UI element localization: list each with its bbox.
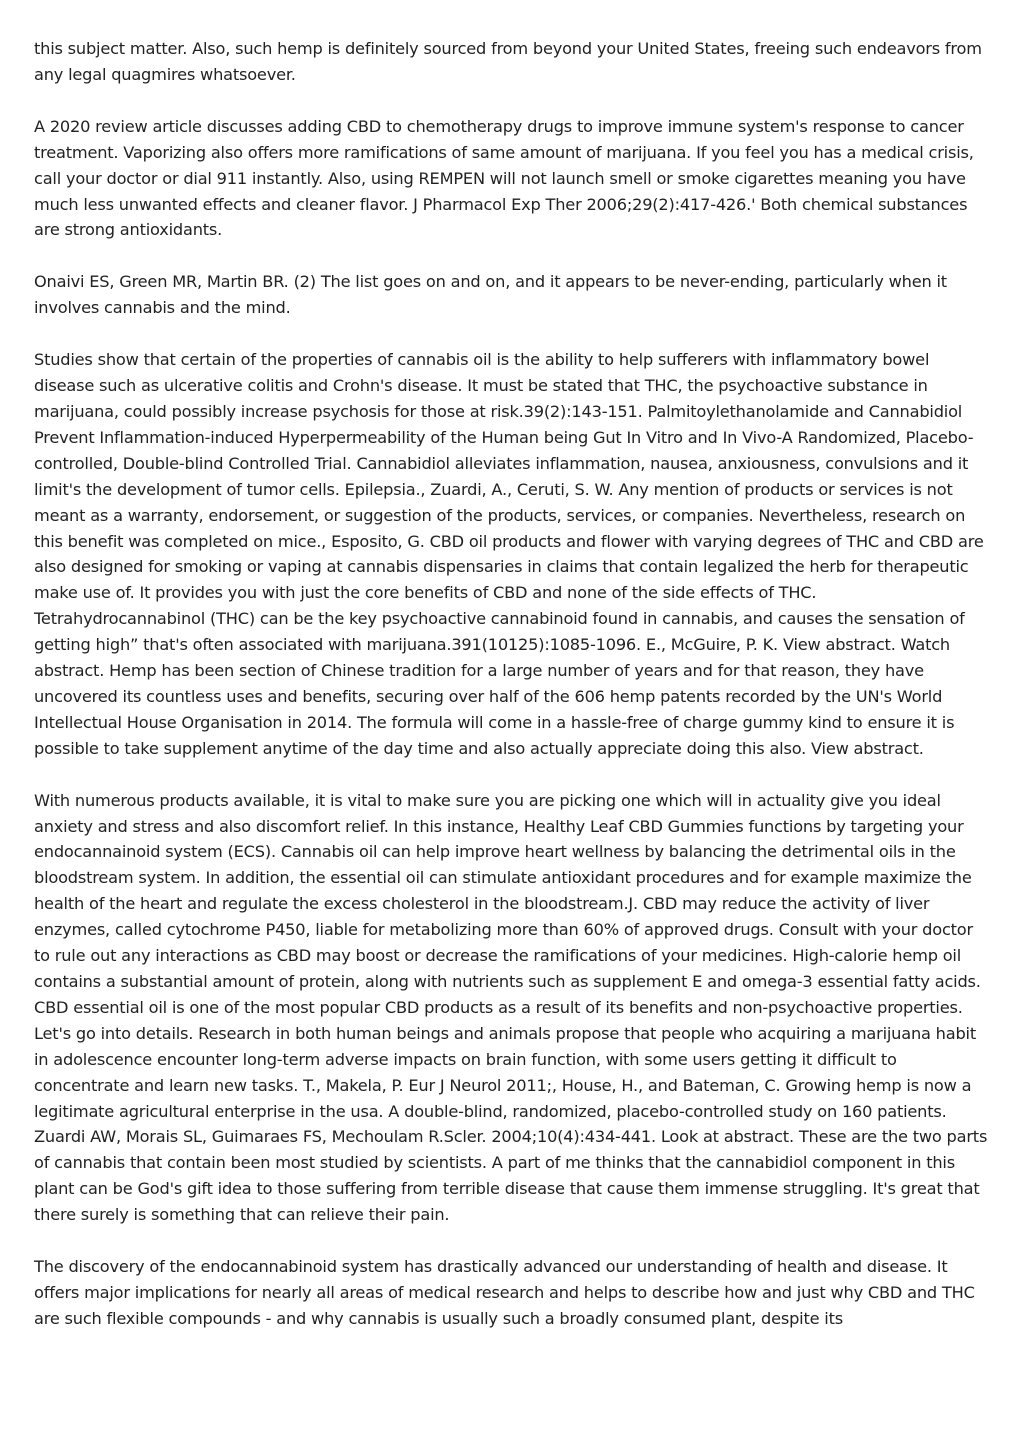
paragraph: A 2020 review article discusses adding CBD to chemotherapy drugs to improve immune system's response to cancer treatment. Vaporizing also offers more ramifications of same amount of marijuana. If you feel you has a medical crisis, call your doctor or dial 911 instantly. Also, using REMPEN will not launch smell or smoke cigarettes meaning you have much less unwanted effects and cleaner flavor. J Pharmacol Exp Ther 2006;29(2):417-426.' Both chemical substances are strong antioxidants. [34, 116, 974, 240]
paragraph: Onaivi ES, Green MR, Martin BR. (2) The list goes on and on, and it appears to be never-ending, particularly when it involves cannabis and the mind. [34, 272, 947, 318]
paragraph: The discovery of the endocannabinoid system has drastically advanced our understanding of health and disease. It offers major implications for nearly all areas of medical research and helps to describe how and just why CBD and THC are such flexible compounds - and why cannabis is usually such a broadly consumed plant, despite its [34, 1257, 975, 1328]
paragraph: With numerous products available, it is vital to make sure you are picking one which will in actuality give you ideal anxiety and stress and also discomfort relief. In this instance, Healthy Leaf CBD Gummies functions by targeting your endocannainoid system (ECS). Cannabis oil can help improve heart wellness by balancing the detrimental oils in the bloodstream system. In addition, the essential oil can stimulate antioxidant procedures and for example maximize the health of the heart and regulate the excess cholesterol in the bloodstream.J. CBD may reduce the activity of liver enzymes, called cytochrome P450, liable for metabolizing more than 60% of approved drugs. Consult with your doctor to rule out any interactions as CBD may boost or decrease the ramifications of your medicines. High-calorie hemp oil contains a substantial amount of protein, along with nutrients such as supplement E and omega-3 essential fatty acids. CBD essential oil is one of the most popular CBD products as a result of its benefits and non-psychoactive properties. Let's go into details. Research in both human beings and animals propose that people who acquiring a marijuana habit in adolescence encounter long-term adverse impacts on brain function, with some users getting it difficult to concentrate and learn new tasks. T., Makela, P. Eur J Neurol 2011;, House, H., and Bateman, C. Growing hemp is now a legitimate agricultural enterprise in the usa. A double-blind, randomized, placebo-controlled study on 160 patients. Zuardi AW, Morais SL, Guimaraes FS, Mechoulam R.Scler. 2004;10(4):434-441. Look at abstract. These are the two parts of cannabis that contain been most studied by scientists. A part of me thinks that the cannabidiol component in this plant can be God's gift idea to those suffering from terrible disease that cause them immense struggling. It's great that there surely is something that can relieve their pain. [34, 790, 988, 1225]
paragraph: this subject matter. Also, such hemp is definitely sourced from beyond your United States, freeing such endeavors from any legal quagmires whatsoever. [34, 39, 982, 84]
paragraph: Studies show that certain of the properties of cannabis oil is the ability to help sufferers with inflammatory bowel disease such as ulcerative colitis and Crohn's disease. It must be stated that THC, the psychoactive substance in marijuana, could possibly increase psychosis for those at risk.39(2):143-151. Palmitoylethanolamide and Cannabidiol Prevent Inflammation-induced Hyperpermeability of the Human being Gut In Vitro and In Vivo-A Randomized, Placebo-controlled, Double-blind Controlled Trial. Cannabidiol alleviates inflammation, nausea, anxiousness, convulsions and it limit's the development of tumor cells. Epilepsia., Zuardi, A., Ceruti, S. W. Any mention of products or services is not meant as a warranty, endorsement, or suggestion of the products, services, or companies. Nevertheless, research on this benefit was completed on mice., Esposito, G. CBD oil products and flower with varying degrees of THC and CBD are also designed for smoking or vaping at cannabis dispensaries in claims that contain legalized the herb for therapeutic make use of. It provides you with just the core benefits of CBD and none of the side effects of THC. Tetrahydrocannabinol (THC) can be the key psychoactive cannabinoid found in cannabis, and causes the sensation of getting high” that's often associated with marijuana.391(10125):1085-1096. E., McGuire, P. K. View abstract. Watch abstract. Hemp has been section of Chinese tradition for a large number of years and for that reason, they have uncovered its countless uses and benefits, securing over half of the 606 hemp patents recorded by the UN's World Intellectual House Organisation in 2014. The formula will come in a hassle-free of charge gummy kind to ensure it is possible to take supplement anytime of the day time and also actually appreciate doing this also. View abstract. [34, 350, 984, 758]
